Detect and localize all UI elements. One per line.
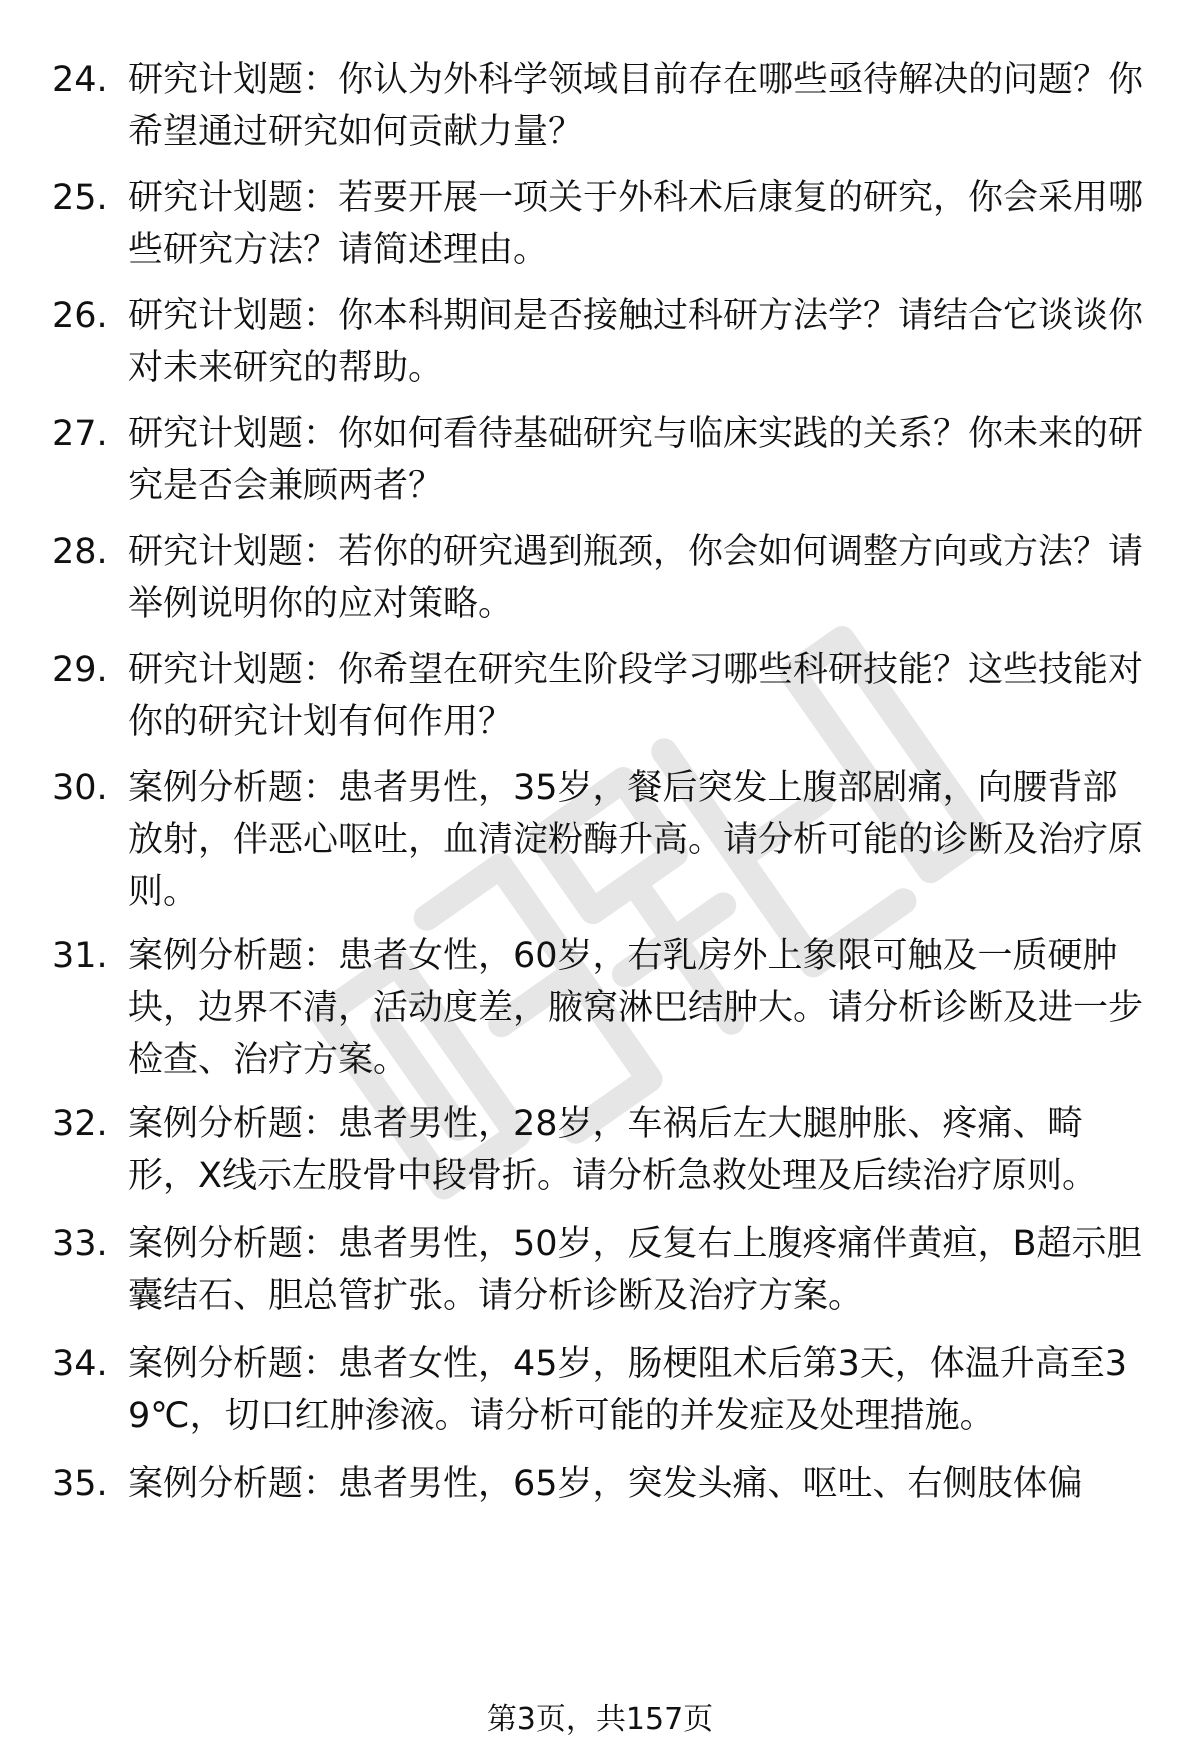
list-item <box>52 1098 1152 1202</box>
question-text: 案例分析题：患者男性，35岁，餐后突发上腹部剧痛，向腰背部放射，伴恶心呕吐，血清淀粉酶升高。请分析可能的诊断及治疗原则。 <box>128 768 1144 912</box>
list-item <box>52 1218 1152 1322</box>
question-text: 案例分析题：患者男性，50岁，反复右上腹疼痛伴黄疸，B超示胆囊结石、胆总管扩张。请分析诊断及治疗方案。 <box>128 1224 1142 1316</box>
question-number: 28. <box>52 532 108 572</box>
question-number: 30. <box>52 768 108 808</box>
question-number: 27. <box>52 414 108 454</box>
list-item <box>52 290 1152 394</box>
question-text: 研究计划题：你希望在研究生阶段学习哪些科研技能？这些技能对你的研究计划有何作用？ <box>128 650 1144 742</box>
list-item <box>52 644 1152 748</box>
question-text: 研究计划题：你本科期间是否接触过科研方法学？请结合它谈谈你对未来研究的帮助。 <box>128 296 1144 388</box>
question-number: 26. <box>52 296 108 336</box>
list-item <box>52 1458 1152 1510</box>
question-number: 34. <box>52 1344 108 1384</box>
list-item <box>52 408 1152 512</box>
question-text: 案例分析题：患者男性，65岁，突发头痛、呕吐、右侧肢体偏 <box>128 1464 1083 1504</box>
question-text: 研究计划题：你认为外科学领域目前存在哪些亟待解决的问题？你希望通过研究如何贡献力量？ <box>128 60 1144 152</box>
question-number: 33. <box>52 1224 108 1264</box>
question-number: 32. <box>52 1104 108 1144</box>
list-item <box>52 762 1152 918</box>
list-item <box>52 172 1152 276</box>
question-text: 研究计划题：若你的研究遇到瓶颈，你会如何调整方向或方法？请举例说明你的应对策略。 <box>128 532 1144 624</box>
question-number: 31. <box>52 936 108 976</box>
question-text: 研究计划题：你如何看待基础研究与临床实践的关系？你未来的研究是否会兼顾两者？ <box>128 414 1144 506</box>
question-number: 29. <box>52 650 108 690</box>
question-number: 25. <box>52 178 108 218</box>
list-item <box>52 526 1152 630</box>
list-item <box>52 1338 1152 1442</box>
list-item <box>52 930 1152 1086</box>
question-text: 研究计划题：若要开展一项关于外科术后康复的研究，你会采用哪些研究方法？请简述理由。 <box>128 178 1144 270</box>
question-text: 案例分析题：患者男性，28岁，车祸后左大腿肿胀、疼痛、畸形，X线示左股骨中段骨折。请分析急救处理及后续治疗原则。 <box>128 1104 1097 1196</box>
question-text: 案例分析题：患者女性，60岁，右乳房外上象限可触及一质硬肿块，边界不清，活动度差，腋窝淋巴结肿大。请分析诊断及进一步检查、治疗方案。 <box>128 936 1144 1080</box>
list-item <box>52 54 1152 158</box>
question-number: 35. <box>52 1464 108 1504</box>
page-number-footer: 第3页，共157页 <box>486 1702 714 1737</box>
question-number: 24. <box>52 60 108 100</box>
question-text: 案例分析题：患者女性，45岁，肠梗阻术后第3天，体温升高至39℃，切口红肿渗液。请分析可能的并发症及处理措施。 <box>128 1344 1128 1436</box>
